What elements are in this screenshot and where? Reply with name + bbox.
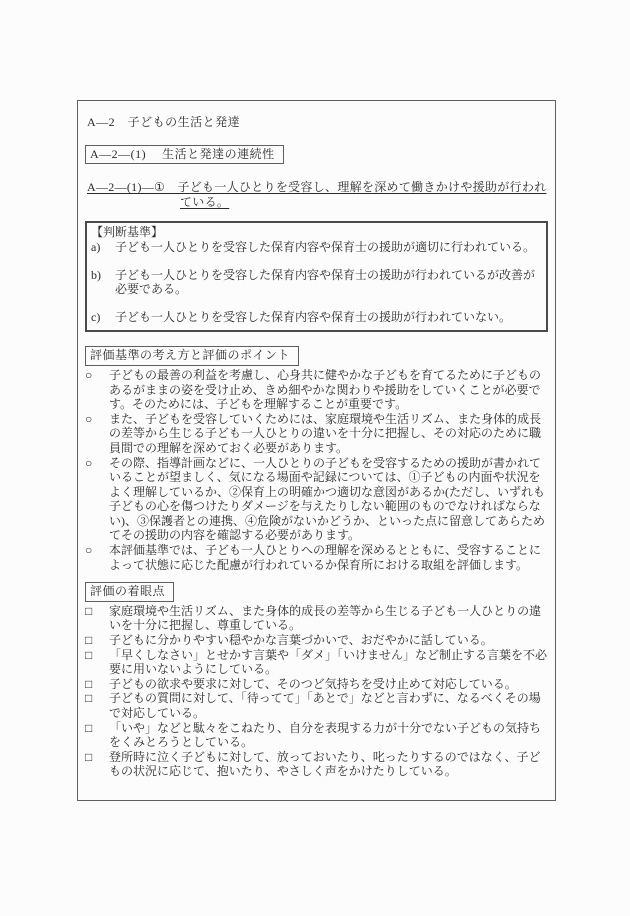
evaluation-point-text: その際、指導計画などに、一人ひとりの子どもを受容するための援助が書かれていることが望ましく、気になる場面や記録については、①子どもの内面や状況をよく理解しているか、②保育上の明確かつ適切な意図があるか(ただし、いずれも子どもの心を傷つけたりダメージを与えたりしない範囲のものでなければならない)、③保護者との連携、④危険がないかどうか、といった点に留意してあらためてその援助の内容を確認する必要があります。 bbox=[109, 455, 545, 543]
focus-point-text: 家庭環境や生活リズム、また身体的成長の差等から生じる子ども一人ひとりの違いを十分に把握し、尊重している。 bbox=[109, 603, 542, 633]
evaluation-point-text: 本評価基準では、子ども一人ひとりへの理解を深めるとともに、受容することによって状態に応じた配慮が行われているか保育所における取組を評価します。 bbox=[109, 543, 542, 572]
focus-point-item bbox=[85, 677, 548, 692]
item-label-a: a) bbox=[91, 239, 101, 254]
focus-point-item bbox=[85, 691, 548, 720]
focus-point-text: 子どもの欲求や要求に対して、そのつど気持ちを受け止めて対応している。 bbox=[109, 676, 517, 691]
square-bullet-icon: □ bbox=[85, 603, 93, 618]
circle-bullet-icon: ○ bbox=[85, 411, 93, 426]
evaluation-point-item bbox=[85, 456, 548, 544]
focus-point-item bbox=[85, 633, 548, 648]
evaluation-point-item bbox=[85, 543, 548, 572]
item-text-b: 子ども一人ひとりを受容した保育内容や保育士の援助が行われているが改善が必要である。 bbox=[115, 267, 536, 297]
judgment-criteria-box bbox=[85, 221, 548, 332]
square-bullet-icon: □ bbox=[85, 633, 93, 648]
section-title: A―2 子どもの生活と発達 bbox=[87, 115, 241, 129]
subsection-title-box: A―2―(1) 生活と発達の連続性 bbox=[85, 145, 284, 165]
focus-points-label: 評価の着眼点 bbox=[85, 582, 174, 602]
item-text-a: 子ども一人ひとりを受容した保育内容や保育士の援助が適切に行われている。 bbox=[115, 239, 536, 254]
focus-point-text: 子どもに分かりやすい穏やかな言葉づかいで、おだやかに話している。 bbox=[109, 633, 493, 648]
item-text-c: 子ども一人ひとりを受容した保育内容や保育士の援助が行われていない。 bbox=[115, 309, 512, 324]
focus-point-item bbox=[85, 648, 548, 677]
circle-bullet-icon: ○ bbox=[85, 455, 93, 470]
circle-bullet-icon: ○ bbox=[85, 543, 93, 558]
item-heading-text: A―2―(1)―① 子ども一人ひとりを受容し、理解を深めて働きかけや援助が行われている。 bbox=[87, 180, 547, 209]
document-frame bbox=[77, 100, 556, 801]
focus-point-text: 「早くしなさい」とせかす言葉や「ダメ」「いけません」など制止する言葉を不必要に用いないようにしている。 bbox=[109, 647, 548, 677]
square-bullet-icon: □ bbox=[85, 720, 93, 735]
evaluation-points-label: 評価基準の考え方と評価のポイント bbox=[85, 346, 299, 366]
judgment-criteria-item-b bbox=[91, 268, 540, 297]
square-bullet-icon: □ bbox=[85, 676, 93, 691]
item-heading bbox=[87, 180, 548, 209]
evaluation-point-text: 子どもの最善の利益を考慮し、心身共に健やかな子どもを育てるために子どものあるがままの姿を受け止め、きめ細やかな関わりや援助をしていくことが必要です。そのためには、子どもを理解することが重要です。 bbox=[109, 367, 542, 412]
judgment-criteria-item-c bbox=[91, 310, 540, 325]
evaluation-point-item bbox=[85, 368, 548, 412]
judgment-criteria-title: 【判断基準】 bbox=[91, 225, 164, 240]
focus-points-list bbox=[85, 604, 548, 779]
square-bullet-icon: □ bbox=[85, 647, 93, 662]
evaluation-point-item bbox=[85, 412, 548, 456]
focus-point-text: 子どもの質問に対して、「待ってて」「あとで」などと言わずに、なるべくその場で対応している。 bbox=[109, 691, 541, 720]
evaluation-points-list bbox=[85, 368, 548, 572]
evaluation-point-text: また、子どもを受容していくためには、家庭環境や生活リズム、また身体的成長の差等から生じる子ども一人ひとりの違いを十分に把握し、その対応のために職員間での理解を深めておく必要があります。 bbox=[109, 411, 542, 455]
square-bullet-icon: □ bbox=[85, 691, 93, 706]
square-bullet-icon: □ bbox=[85, 749, 93, 764]
focus-point-item bbox=[85, 604, 548, 633]
focus-point-item bbox=[85, 721, 548, 750]
circle-bullet-icon: ○ bbox=[85, 367, 93, 382]
focus-point-text: 登所時に泣く子どもに対して、放っておいたり、叱ったりするのではなく、子どもの状況に応じて、抱いたり、やさしく声をかけたりしている。 bbox=[109, 749, 541, 779]
judgment-criteria-item-a bbox=[91, 240, 540, 255]
focus-point-item bbox=[85, 750, 548, 779]
focus-point-text: 「いや」などと駄々をこねたり、自分を表現する力が十分でない子どもの気持ちをくみとろうとしている。 bbox=[109, 720, 542, 750]
item-label-b: b) bbox=[91, 267, 101, 282]
item-label-c: c) bbox=[91, 309, 101, 324]
